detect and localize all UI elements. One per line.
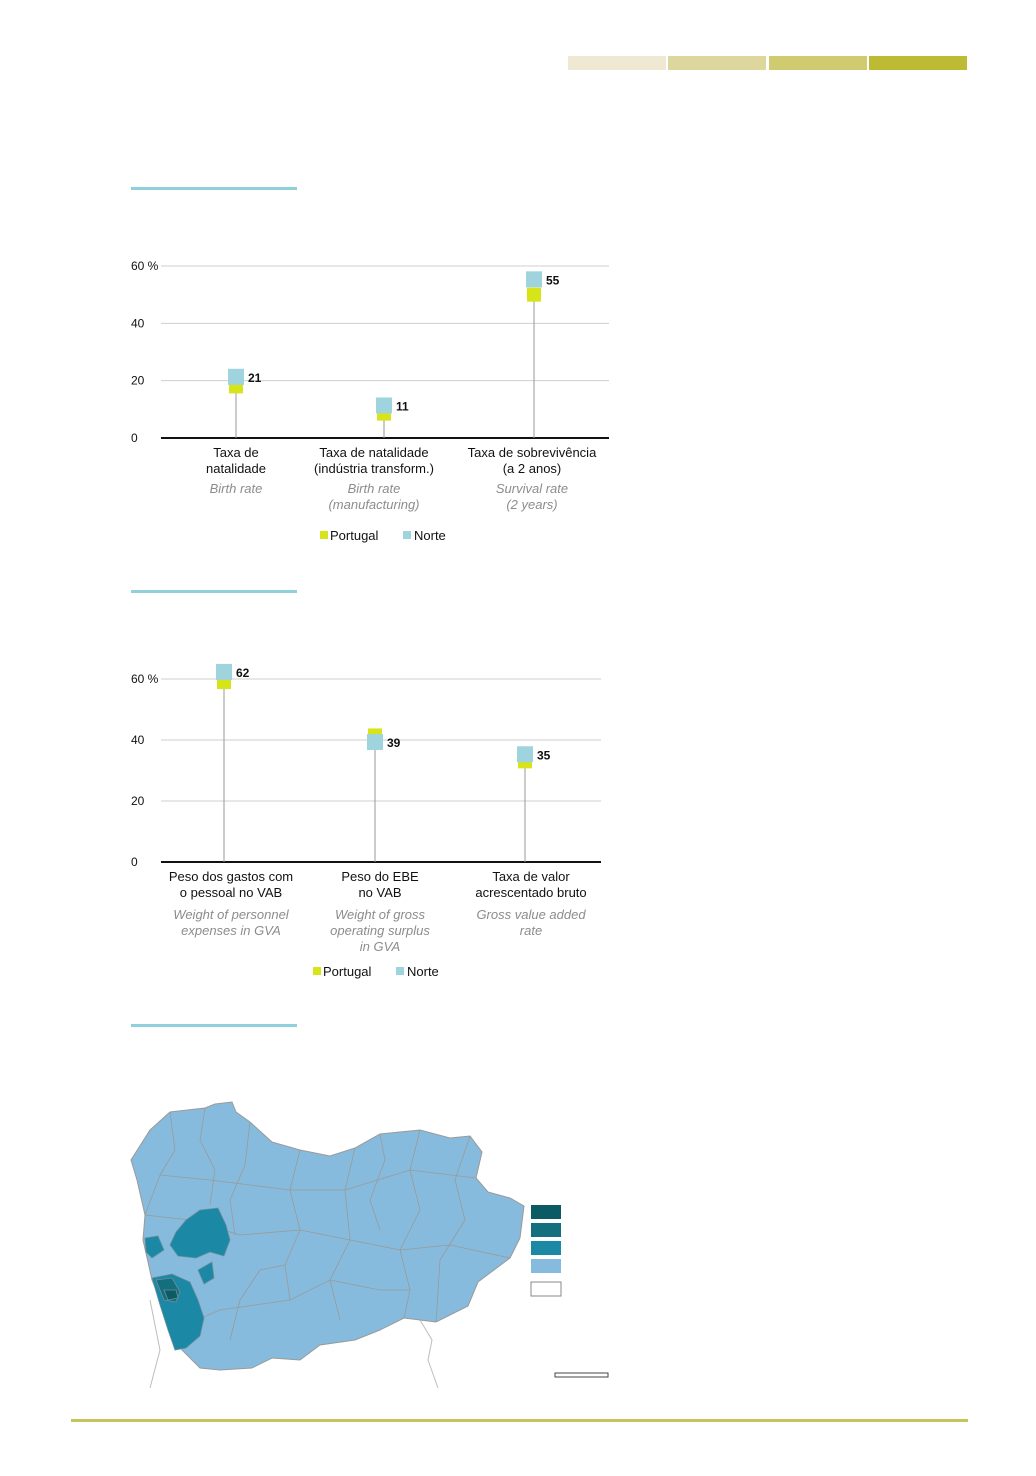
category-label-pt: (indústria transform.) — [314, 461, 434, 476]
y-tick-label: 0 — [131, 855, 138, 869]
category-label-en: Weight of personnel — [173, 907, 289, 922]
map-scale-bar — [555, 1373, 608, 1377]
category-label-en: (manufacturing) — [328, 497, 420, 512]
y-tick-label: 60 % — [131, 672, 159, 686]
value-label: 11 — [396, 399, 409, 414]
legend-label-portugal: Portugal — [323, 964, 372, 979]
value-label: 55 — [546, 273, 560, 288]
category-label-pt: Taxa de sobrevivência — [467, 445, 597, 460]
category-label-en: expenses in GVA — [181, 923, 281, 938]
y-tick-label: 40 — [131, 733, 145, 747]
category-label-pt: Taxa de natalidade — [319, 445, 429, 460]
legend-label-norte: Norte — [407, 964, 439, 979]
map-legend-swatch — [531, 1241, 561, 1255]
map-legend-swatch — [531, 1205, 561, 1219]
map-legend-swatch — [531, 1282, 561, 1296]
map-legend-swatch — [531, 1259, 561, 1273]
y-tick-label: 0 — [131, 431, 138, 445]
map-coast-line — [150, 1300, 160, 1388]
legend-label-norte: Norte — [414, 528, 446, 543]
map-border-line — [420, 1320, 438, 1388]
category-label-en: (2 years) — [506, 497, 558, 512]
value-label: 39 — [387, 736, 401, 751]
category-label-pt: o pessoal no VAB — [179, 885, 283, 900]
category-label-en: Weight of gross — [334, 907, 426, 922]
value-label: 62 — [236, 665, 250, 680]
category-label-en: rate — [519, 923, 543, 938]
category-label-en: Birth rate — [347, 481, 401, 496]
category-label-pt: Taxa de valor — [492, 869, 570, 884]
y-tick-label: 20 — [131, 794, 145, 808]
value-label: 35 — [537, 748, 551, 763]
y-tick-label: 40 — [131, 316, 145, 331]
category-label-pt: acrescentado bruto — [475, 885, 587, 900]
category-label-pt: (a 2 anos) — [502, 461, 562, 476]
category-label-pt: no VAB — [358, 885, 402, 900]
value-label: 21 — [248, 370, 262, 385]
legend-label-portugal: Portugal — [330, 528, 379, 543]
category-label-pt: natalidade — [206, 461, 266, 476]
category-label-en: Gross value added — [476, 907, 586, 922]
category-label-en: in GVA — [359, 939, 401, 954]
footer-rule — [71, 1419, 968, 1422]
y-tick-label: 20 — [131, 373, 145, 388]
category-label-en: Birth rate — [209, 481, 263, 496]
category-label-pt: Taxa de — [213, 445, 259, 460]
category-label-en: operating surplus — [330, 923, 430, 938]
category-label-pt: Peso dos gastos com — [168, 869, 294, 884]
y-tick-label: 60 % — [131, 259, 159, 273]
map-legend — [531, 1205, 561, 1296]
map-legend-swatch — [531, 1223, 561, 1237]
category-label-en: Survival rate — [495, 481, 569, 496]
category-label-pt: Peso do EBE — [341, 869, 419, 884]
